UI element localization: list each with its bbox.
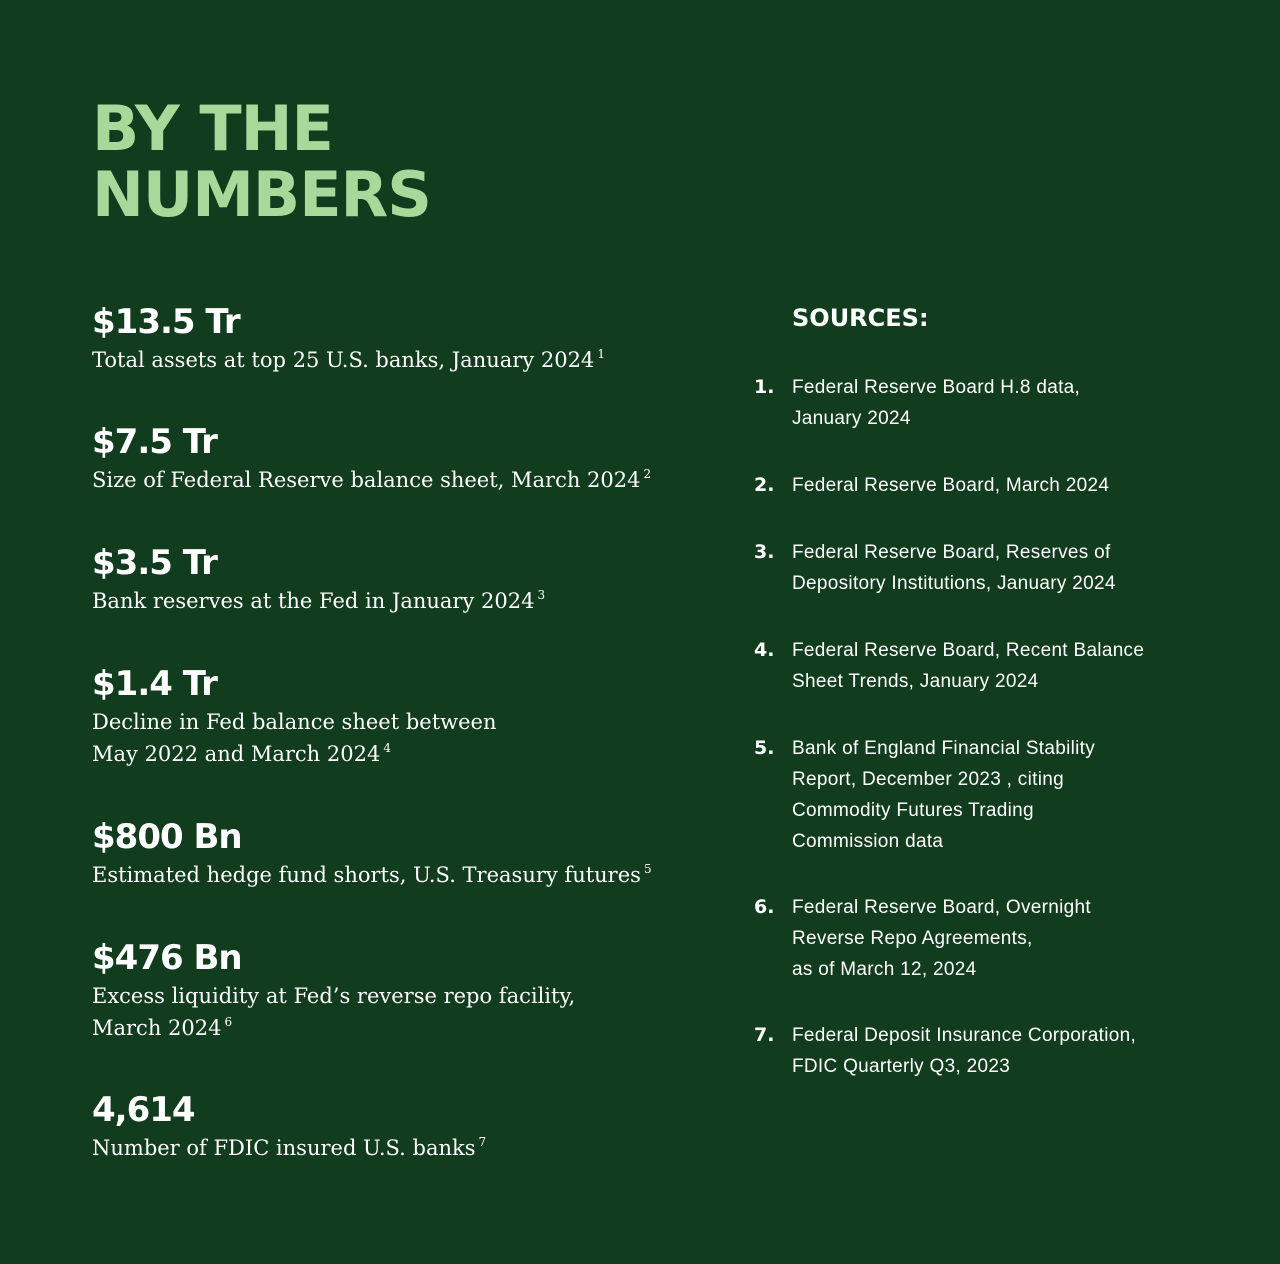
stat-value: 4,614	[92, 1090, 195, 1130]
source-item	[754, 1020, 1224, 1082]
source-line: Commission data	[792, 831, 944, 852]
source-line: Sheet Trends, January 2024	[792, 671, 1039, 692]
stat-description-line-1: Excess liquidity at Fed’s reverse repo facility,	[92, 984, 576, 1008]
source-item	[754, 537, 1224, 599]
stat-excess-liquidity	[92, 938, 712, 1044]
stat-value: $13.5 Tr	[92, 302, 240, 342]
stat-description	[92, 464, 712, 496]
stat-description-line-2: March 2024	[92, 1016, 222, 1040]
stat-description	[92, 585, 712, 617]
source-item	[754, 635, 1224, 697]
stat-description-text: Size of Federal Reserve balance sheet, March 2024	[92, 468, 641, 492]
source-line: Report, December 2023 , citing	[792, 769, 1064, 790]
source-text	[792, 892, 1224, 985]
source-number: 5.	[754, 737, 775, 759]
source-number: 6.	[754, 896, 775, 918]
source-number: 2.	[754, 474, 775, 496]
footnote-ref: 1	[597, 347, 605, 361]
stat-description	[92, 980, 712, 1044]
source-item	[754, 470, 1224, 501]
stat-value: $3.5 Tr	[92, 543, 217, 583]
stat-bank-reserves	[92, 543, 712, 617]
stat-description-text: Number of FDIC insured U.S. banks	[92, 1136, 476, 1160]
footnote-ref: 6	[224, 1015, 233, 1029]
source-number: 7.	[754, 1024, 775, 1046]
page-title	[92, 92, 431, 231]
footnote-ref: 5	[643, 862, 652, 876]
stat-description	[92, 859, 712, 891]
stat-fed-balance-sheet	[92, 422, 712, 496]
source-line: as of March 12, 2024	[792, 959, 977, 980]
source-item	[754, 372, 1224, 434]
source-line: Reverse Repo Agreements,	[792, 928, 1033, 949]
source-line: FDIC Quarterly Q3, 2023	[792, 1056, 1011, 1077]
source-line: Bank of England Financial Stability	[792, 738, 1096, 759]
stat-balance-sheet-decline	[92, 664, 712, 770]
stat-description-text: Total assets at top 25 U.S. banks, January 2024	[92, 348, 595, 372]
stat-value: $1.4 Tr	[92, 664, 217, 704]
stat-description-line-2: May 2022 and March 2024	[92, 742, 381, 766]
stat-value: $7.5 Tr	[92, 422, 217, 462]
source-line: Depository Institutions, January 2024	[792, 573, 1116, 594]
source-line: Federal Deposit Insurance Corporation,	[792, 1025, 1137, 1046]
source-text	[792, 537, 1224, 599]
source-line: January 2024	[792, 408, 911, 429]
footnote-ref: 2	[643, 467, 652, 481]
stat-description-text: Estimated hedge fund shorts, U.S. Treasury futures	[92, 863, 641, 887]
stat-value: $476 Bn	[92, 938, 242, 978]
source-text	[792, 372, 1224, 434]
stat-description	[92, 1132, 712, 1164]
source-line: Federal Reserve Board, Recent Balance	[792, 640, 1145, 661]
source-text	[792, 635, 1224, 697]
stat-description-text: Bank reserves at the Fed in January 2024	[92, 589, 535, 613]
footnote-ref: 4	[383, 741, 391, 755]
stat-value: $800 Bn	[92, 817, 242, 857]
source-line: Federal Reserve Board H.8 data,	[792, 377, 1081, 398]
source-item	[754, 733, 1224, 857]
source-text	[792, 470, 1224, 501]
source-line: Federal Reserve Board, Reserves of	[792, 542, 1111, 563]
source-number: 1.	[754, 376, 775, 398]
source-line: Federal Reserve Board, March 2024	[792, 475, 1110, 496]
footnote-ref: 3	[537, 588, 546, 602]
stat-description	[92, 706, 712, 770]
stat-hedge-fund-shorts	[92, 817, 712, 891]
source-item	[754, 892, 1224, 985]
source-line: Federal Reserve Board, Overnight	[792, 897, 1091, 918]
stat-total-assets	[92, 302, 712, 376]
title-line-1: BY THE	[92, 92, 333, 165]
stat-fdic-banks	[92, 1090, 712, 1164]
sources-heading: SOURCES:	[792, 304, 929, 332]
footnote-ref: 7	[478, 1135, 487, 1149]
source-text	[792, 733, 1224, 857]
title-line-2: NUMBERS	[92, 158, 431, 231]
source-line: Commodity Futures Trading	[792, 800, 1034, 821]
source-number: 4.	[754, 639, 775, 661]
stat-description	[92, 344, 712, 376]
source-text	[792, 1020, 1224, 1082]
stat-description-line-1: Decline in Fed balance sheet between	[92, 710, 497, 734]
source-number: 3.	[754, 541, 775, 563]
